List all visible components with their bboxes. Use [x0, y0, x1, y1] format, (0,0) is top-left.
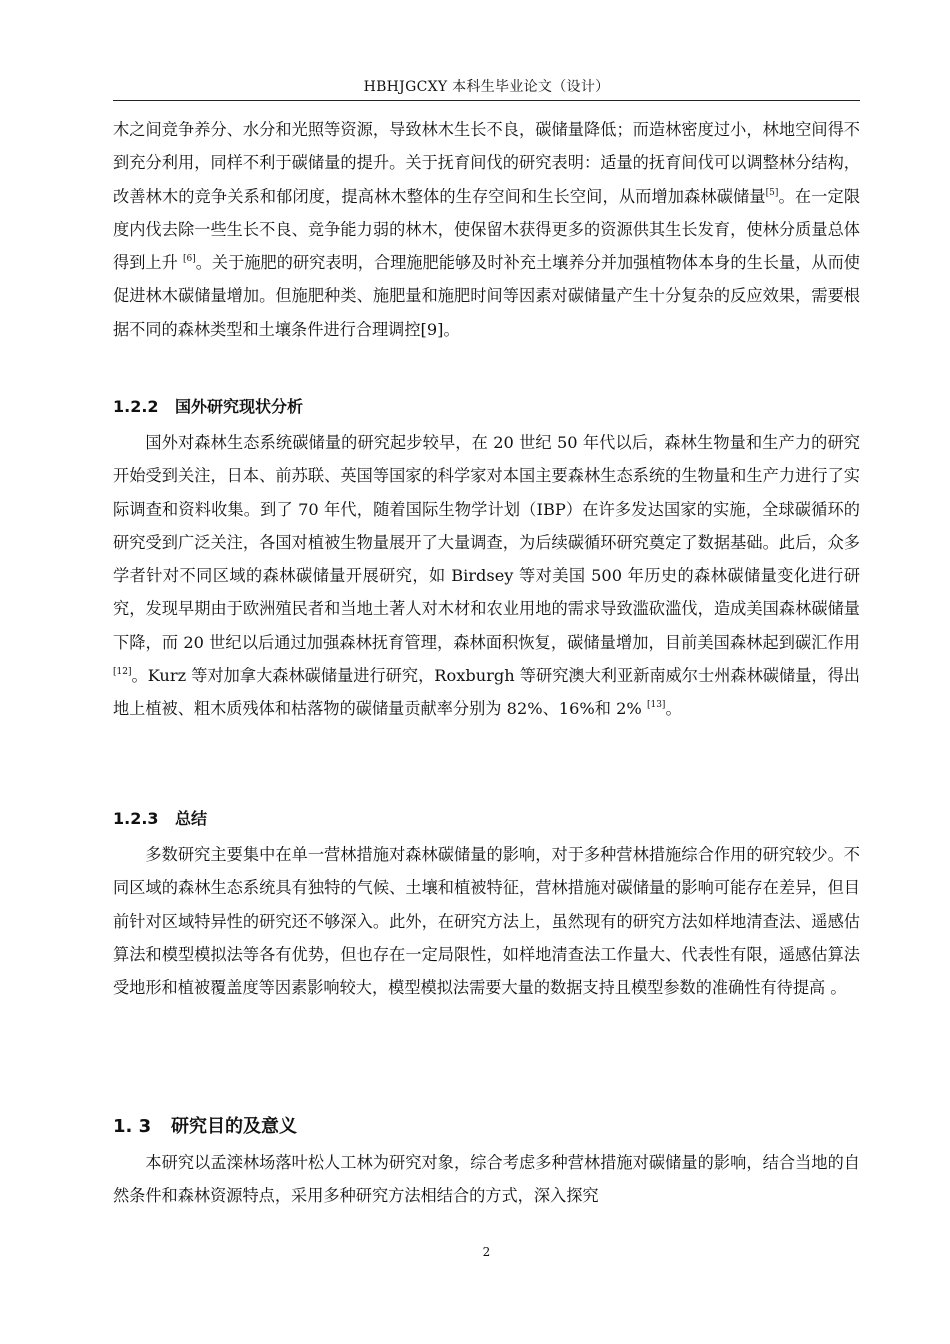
header-divider: [113, 100, 860, 101]
citation-12: [12]: [113, 667, 132, 678]
section-number: 1. 3: [113, 1116, 152, 1137]
paragraph-text: 。关于施肥的研究表明，合理施肥能够及时补充土壤养分并加强植物体本身的生长量，从而使促进林木碳储量增加。但施肥种类、施肥量和施肥时间等因素对碳储量产生十分复杂的反应效果，需要根据不同的森林类型和土壤条件进行合理调控[9]。: [113, 253, 860, 339]
citation-13: [13]: [646, 700, 666, 711]
paragraph-summary: 多数研究主要集中在单一营林措施对森林碳储量的影响，对于多种营林措施综合作用的研究较少。不同区域的森林生态系统具有独特的气候、土壤和植被特征，营林措施对碳储量的影响可能存在差异，但目前针对区域特异性的研究还不够深入。此外，在研究方法上，虽然现有的研究方法如样地清查法、遥感估算法和模型模拟法等各有优势，但也存在一定局限性，如样地清查法工作量大、代表性有限，遥感估算法受地形和植被覆盖度等因素影响较大，模型模拟法需要大量的数据支持且模型参数的准确性有待提高 。: [113, 845, 860, 998]
paragraph-text: 。在一定限度内伐去除一些生长不良、竞争能力弱的林木，使保留木获得更多的资源供其生长发育，使林分质量总体得到上升: [113, 186, 861, 273]
section-heading-1-2-2: [113, 394, 303, 417]
paragraph-research-purpose: 本研究以孟滦林场落叶松人工林为研究对象，综合考虑多种营林措施对碳储量的影响，结合当地的自然条件和森林资源特点，采用多种研究方法相结合的方式，深入探究: [113, 1153, 860, 1206]
paragraph-text: 。: [665, 699, 682, 719]
section-title: 国外研究现状分析: [175, 397, 304, 416]
section-title: 总结: [175, 809, 208, 828]
paragraph-text: 木之间竞争养分、水分和光照等资源，导致林木生长不良，碳储量降低；而造林密度过小，林地空间得不到充分利用，同样不利于碳储量的提升。关于抚育间伐的研究表明：适量的抚育间伐可以调整林分结构，改善林木的竞争关系和郁闭度，提高林木整体的生存空间和生长空间，从而增加森林碳储量: [113, 120, 860, 206]
paragraph-forest-management: [113, 113, 860, 346]
paragraph-text: 。Kurz 等对加拿大森林碳储量进行研究，Roxburgh 等研究澳大利亚新南威尔士州森林碳储量，得出地上植被、粗木质残体和枯落物的碳储量贡献率分别为 82%、16%和 2%: [113, 666, 860, 719]
section-heading-1-2-3: [113, 806, 207, 829]
page-header-title: HBHJGCXY 本科生毕业论文（设计）: [363, 79, 610, 95]
section-number: 1.2.3: [113, 809, 159, 828]
page-number: 2: [482, 1245, 491, 1259]
section-title: 研究目的及意义: [171, 1116, 297, 1137]
citation-5: [5]: [765, 187, 779, 198]
section-number: 1.2.2: [113, 397, 159, 416]
paragraph-text: 国外对森林生态系统碳储量的研究起步较早，在 20 世纪 50 年代以后，森林生物量和生产力的研究开始受到关注，日本、前苏联、英国等国家的科学家对本国主要森林生态系统的生物量和生产力进行了实际调查和资料收集。到了 70 年代，随着国际生物学计划（IBP）在许多发达国家的实施，全球碳循环的研究受到广泛关注，各国对植被生物量展开了大量调查，为后续碳循环研究奠定了数据基础。此后，众多学者针对不同区域的森林碳储量开展研究，如 Birdsey 等对美国 500 年历史的森林碳储量变化进行研究，发现早期由于欧洲殖民者和当地土著人对木材和农业用地的需求导致滥砍滥伐，造成美国森林碳储量下降，而 20 世纪以后通过加强森林抚育管理，森林面积恢复，碳储量增加，目前美国森林起到碳汇作用: [113, 433, 860, 652]
citation-6: [6]: [182, 254, 196, 265]
paragraph-foreign-research: [113, 426, 860, 726]
section-heading-1-3: [113, 1112, 297, 1138]
